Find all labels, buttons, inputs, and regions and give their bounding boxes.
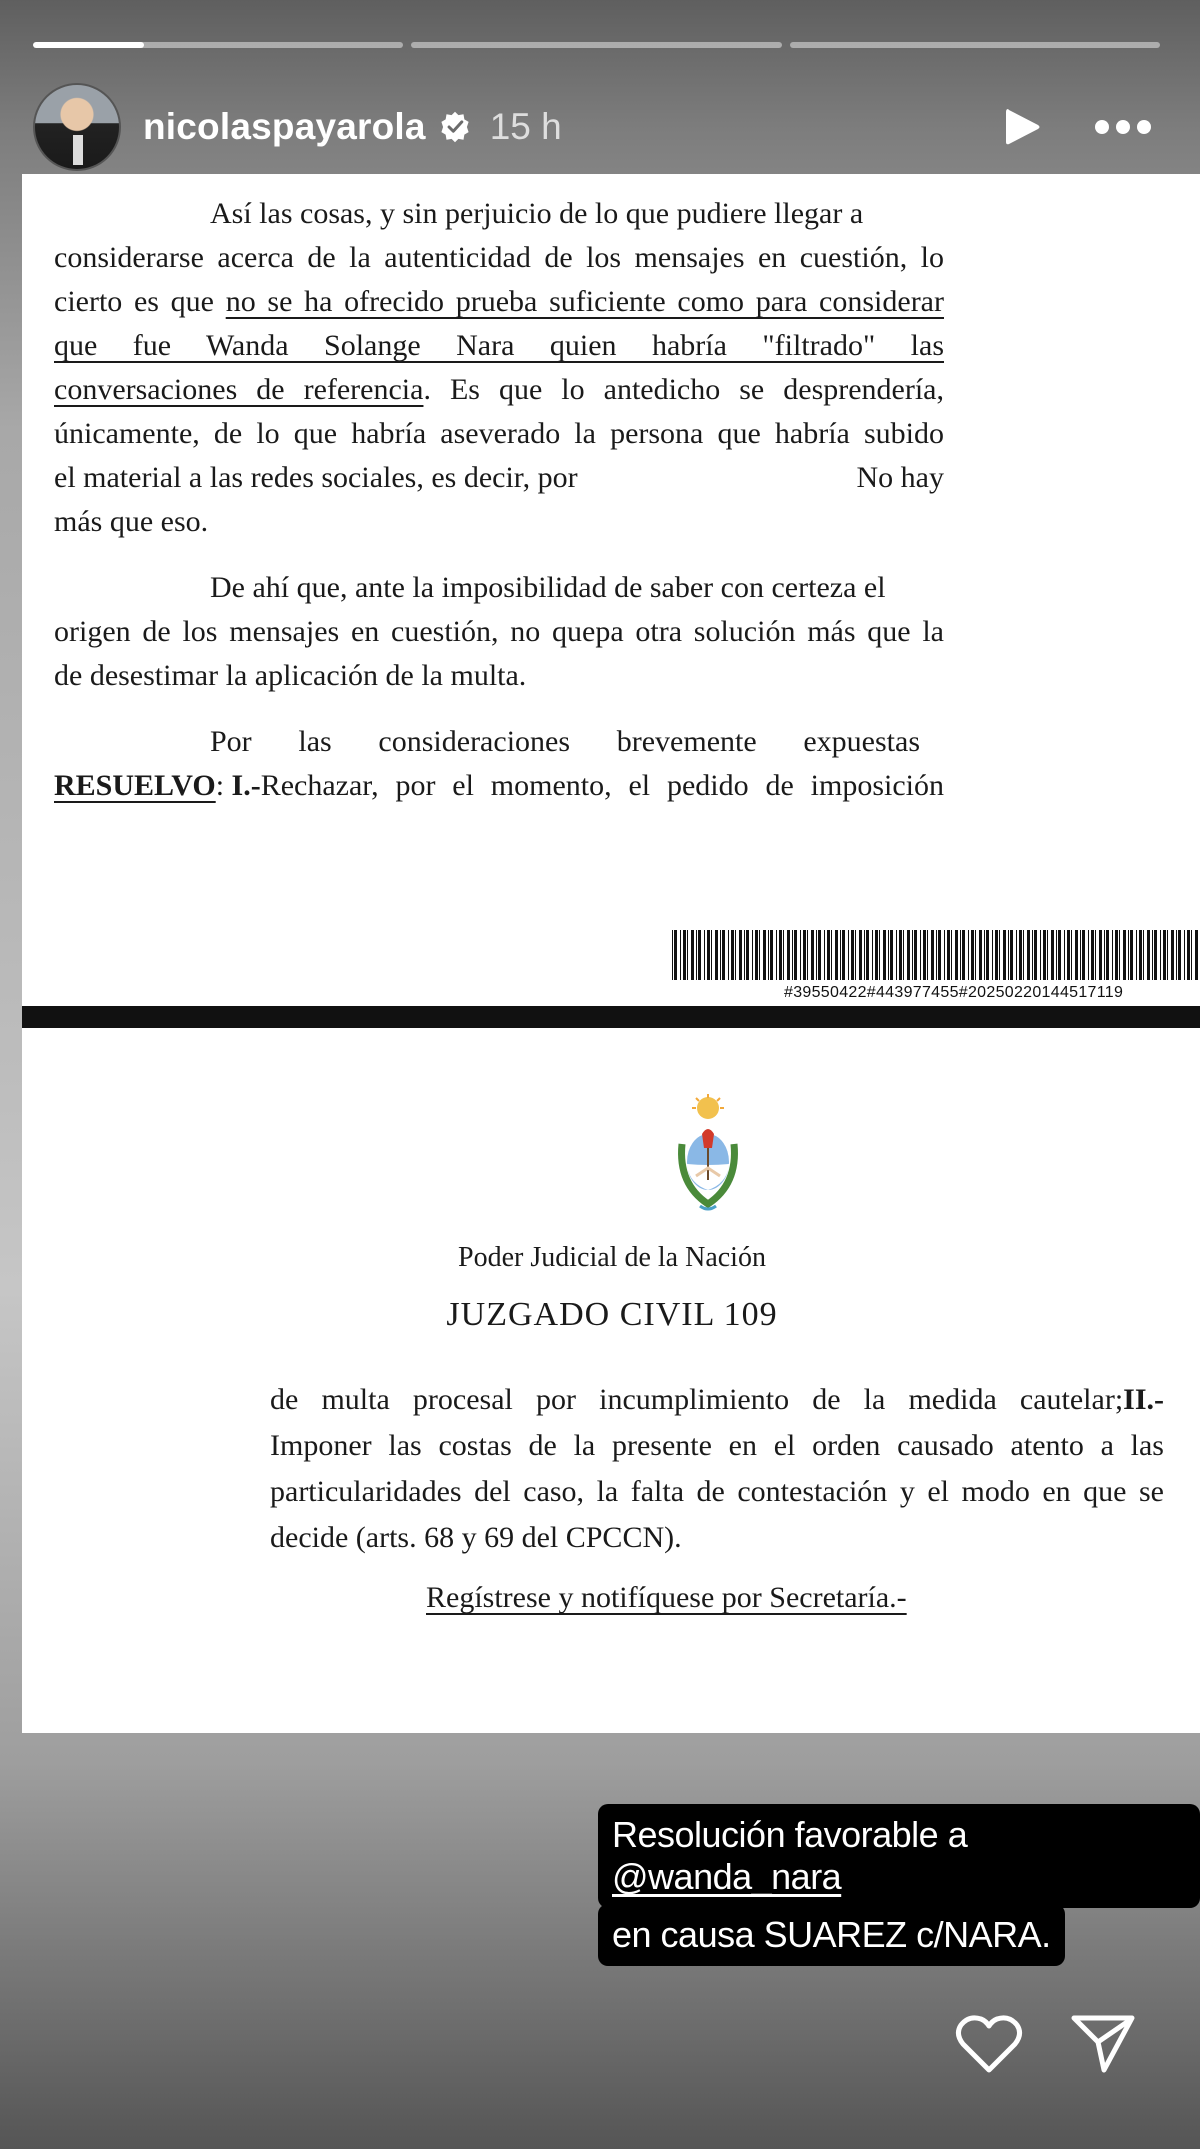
barcode-bar (1106, 930, 1109, 980)
barcode-bar (746, 930, 749, 980)
doc-p1-line4: que fue Wanda Solange Nara quien habría "filtrado" las (54, 329, 944, 362)
court-header-line1: Poder Judicial de la Nación (458, 1242, 766, 1273)
barcode-bar (715, 930, 718, 980)
doc-text: No hay (856, 461, 944, 494)
barcode-bar (986, 930, 989, 980)
barcode-bar (696, 930, 697, 980)
story-caption (598, 1804, 1200, 1962)
barcode-bar (866, 930, 869, 980)
barcode-bar (824, 930, 825, 980)
barcode-bar (811, 930, 814, 980)
barcode-bar (1056, 930, 1057, 980)
barcode-bar (739, 930, 742, 980)
barcode-bar (1130, 930, 1133, 980)
barcode-bar (770, 930, 773, 980)
barcode-bar (1088, 930, 1089, 980)
barcode-bar (938, 930, 941, 980)
barcode-bar (1104, 930, 1105, 980)
barcode-number: #39550422#443977455#20250220144517119 (784, 984, 1124, 1001)
barcode-bar (831, 930, 832, 980)
barcode-bar (1051, 930, 1054, 980)
barcode-bar (979, 930, 982, 980)
barcode-bar (936, 930, 937, 980)
doc-p3-line2 (54, 764, 944, 808)
doc-p4-line3: particularidades del caso, la falta de contestación y el modo en que se (270, 1475, 1164, 1508)
doc-p4-line2: Imponer las costas de la presente en el orden causado atento a las (270, 1429, 1164, 1462)
barcode-bar (999, 930, 1000, 980)
barcode-bar (698, 930, 701, 980)
barcode-bar (875, 930, 878, 980)
barcode-bar (1167, 930, 1168, 980)
barcode-bar (962, 930, 965, 980)
doc-p1-line5 (54, 368, 944, 412)
barcode-bar (1032, 930, 1033, 980)
barcode-bar (951, 930, 952, 980)
doc-underlined-text: no se ha ofrecido prueba suficiente como para considerar (225, 285, 944, 318)
story-progress (33, 42, 1160, 48)
user-mention[interactable]: @wanda_nara (612, 1856, 842, 1897)
barcode-bar (744, 930, 745, 980)
barcode-bar (1178, 930, 1181, 980)
resuelvo-label: RESUELVO (54, 769, 216, 802)
barcode-bar (1010, 930, 1013, 980)
barcode-bar (944, 930, 945, 980)
barcode-bar (807, 930, 808, 980)
barcode-bar (720, 930, 721, 980)
barcode-bar (763, 930, 766, 980)
barcode-bar (779, 930, 782, 980)
barcode-bar (855, 930, 856, 980)
barcode-bar (968, 930, 969, 980)
barcode-bar (818, 930, 821, 980)
barcode-bar (1003, 930, 1006, 980)
roman-numeral-2: II.- (1123, 1383, 1164, 1416)
barcode-bar (1112, 930, 1113, 980)
barcode-bar (859, 930, 862, 980)
barcode-bar (1008, 930, 1009, 980)
barcode-bar (1176, 930, 1177, 980)
barcode-bar (800, 930, 801, 980)
barcode-bar (1143, 930, 1144, 980)
barcode-bar (923, 930, 926, 980)
barcode-bar (827, 930, 830, 980)
document-page-2 (22, 1028, 1200, 1733)
barcode-bar (752, 930, 753, 980)
play-icon[interactable] (1000, 105, 1044, 149)
barcode-bar (1163, 930, 1166, 980)
doc-p2-line1: De ahí que, ante la imposibilidad de saber con certeza el (210, 571, 886, 604)
barcode-bar (783, 930, 784, 980)
barcode-bar (1187, 930, 1190, 980)
barcode-bar (680, 930, 681, 980)
barcode-bar (1071, 930, 1072, 980)
barcode-bar (896, 930, 897, 980)
barcode-bar (1195, 930, 1198, 980)
doc-p3-line1: Por las consideraciones brevemente expuestas (210, 725, 920, 758)
barcode-bar (794, 930, 797, 980)
barcode-bar (816, 930, 817, 980)
story-header (33, 80, 1160, 174)
username[interactable]: nicolaspayarola (143, 106, 426, 147)
doc-p1-line6: únicamente, de lo que habría aseverado la persona que habría subido (54, 417, 944, 450)
barcode-bar (883, 930, 886, 980)
barcode-bar (792, 930, 793, 980)
barcode-bar (1123, 930, 1126, 980)
barcode-bar (1043, 930, 1046, 980)
barcode-bar (899, 930, 902, 980)
barcode-bar (1058, 930, 1061, 980)
doc-text: Rechazar, por el momento, el pedido de imposición (260, 769, 944, 802)
barcode-bar (1160, 930, 1161, 980)
barcode-bar (1139, 930, 1142, 980)
doc-text: : (215, 769, 232, 802)
barcode-bar (1082, 930, 1085, 980)
barcode-bar (947, 930, 950, 980)
barcode-bar (674, 930, 677, 980)
barcode-bar (1191, 930, 1192, 980)
barcode-bar (776, 930, 777, 980)
doc-p2-line2: origen de los mensajes en cuestión, no quepa otra solución más que la (54, 615, 944, 648)
caption-text: Resolución favorable a (612, 1814, 968, 1855)
doc-p1-line2: considerarse acerca de la autenticidad de los mensajes en cuestión, lo (54, 241, 944, 274)
page-separator (22, 1006, 1200, 1028)
barcode-bar (1115, 930, 1118, 980)
barcode-bar (835, 930, 838, 980)
barcode-bar (1095, 930, 1096, 980)
doc-text: cierto es que (54, 285, 226, 318)
barcode-bar (864, 930, 865, 980)
barcode-bar (1154, 930, 1157, 980)
barcode-bar (955, 930, 958, 980)
barcode-bar (1080, 930, 1081, 980)
barcode-bar (1067, 930, 1070, 980)
more-icon[interactable] (1094, 117, 1152, 137)
barcode-bar (707, 930, 710, 980)
barcode-bar (992, 930, 993, 980)
barcode-bar (1034, 930, 1037, 980)
barcode-bar (931, 930, 934, 980)
barcode (672, 930, 1200, 980)
barcode-bar (995, 930, 998, 980)
doc-p1-line3 (54, 280, 944, 324)
barcode-bar (711, 930, 712, 980)
progress-fill-1 (33, 42, 144, 48)
barcode-bar (1091, 930, 1094, 980)
document-page-1 (22, 174, 1200, 1006)
barcode-bar (848, 930, 849, 980)
progress-segment-2 (411, 42, 781, 48)
barcode-bar (842, 930, 845, 980)
progress-segment-3 (790, 42, 1160, 48)
doc-p1-line8: más que eso. (54, 505, 209, 538)
barcode-bar (840, 930, 841, 980)
barcode-bar (960, 930, 961, 980)
barcode-bar (907, 930, 910, 980)
barcode-bar (872, 930, 873, 980)
barcode-bar (879, 930, 880, 980)
barcode-bar (851, 930, 854, 980)
barcode-bar (888, 930, 889, 980)
barcode-bar (691, 930, 694, 980)
barcode-bar (1023, 930, 1024, 980)
barcode-bar (984, 930, 985, 980)
barcode-bar (1064, 930, 1065, 980)
barcode-bar (731, 930, 734, 980)
barcode-bar (971, 930, 974, 980)
doc-p4-line1 (270, 1378, 1164, 1422)
barcode-bar (722, 930, 725, 980)
barcode-bar (890, 930, 893, 980)
barcode-bar (914, 930, 917, 980)
barcode-bar (687, 930, 688, 980)
coat-of-arms-emblem (668, 1094, 748, 1218)
caption-line-2: en causa SUAREZ c/NARA. (598, 1904, 1065, 1966)
barcode-bar (1147, 930, 1150, 980)
barcode-bar (1099, 930, 1102, 980)
barcode-bar (1128, 930, 1129, 980)
barcode-bar (672, 930, 673, 980)
barcode-bar (1136, 930, 1137, 980)
doc-p1-line7 (54, 456, 944, 500)
post-time: 15 h (489, 106, 562, 147)
doc-closing: Regístrese y notifíquese por Secretaría.- (426, 1581, 907, 1614)
heart-icon[interactable] (955, 2014, 1023, 2074)
send-icon[interactable] (1070, 2012, 1136, 2074)
roman-numeral-1: I.- (231, 769, 261, 802)
barcode-bar (787, 930, 790, 980)
barcode-bar (1119, 930, 1120, 980)
barcode-bar (768, 930, 769, 980)
barcode-bar (927, 930, 928, 980)
doc-text: de multa procesal por incumplimiento de la medida cautelar; (270, 1383, 1124, 1416)
barcode-bar (1040, 930, 1041, 980)
court-header-line2: JUZGADO CIVIL 109 (446, 1296, 778, 1333)
doc-p1-line1: Así las cosas, y sin perjuicio de lo que pudiere llegar a (210, 197, 864, 230)
barcode-bar (755, 930, 758, 980)
doc-underlined-text: conversaciones de referencia (54, 373, 424, 406)
barcode-bar (1047, 930, 1048, 980)
barcode-bar (912, 930, 913, 980)
barcode-bar (920, 930, 921, 980)
barcode-bar (803, 930, 806, 980)
barcode-bar (1075, 930, 1078, 980)
barcode-bar (1019, 930, 1022, 980)
barcode-bar (728, 930, 729, 980)
doc-p4-line4: decide (arts. 68 y 69 del CPCCN). (270, 1521, 682, 1554)
avatar[interactable] (33, 83, 121, 171)
barcode-bar (683, 930, 686, 980)
barcode-bar (735, 930, 736, 980)
doc-p2-line3: de desestimar la aplicación de la multa. (54, 659, 527, 692)
progress-segment-1 (33, 42, 403, 48)
barcode-bar (1016, 930, 1017, 980)
doc-text: . Es que lo antedicho se desprendería, (423, 373, 945, 406)
barcode-bar (903, 930, 904, 980)
barcode-bar (1152, 930, 1153, 980)
verified-badge-icon (438, 110, 472, 144)
barcode-bar (1184, 930, 1185, 980)
barcode-bar (759, 930, 760, 980)
caption-line-1 (598, 1804, 1200, 1908)
doc-text: el material a las redes sociales, es decir, por (54, 461, 578, 494)
barcode-bar (1027, 930, 1030, 980)
barcode-bar (704, 930, 705, 980)
barcode-bar (1171, 930, 1174, 980)
barcode-bar (975, 930, 976, 980)
